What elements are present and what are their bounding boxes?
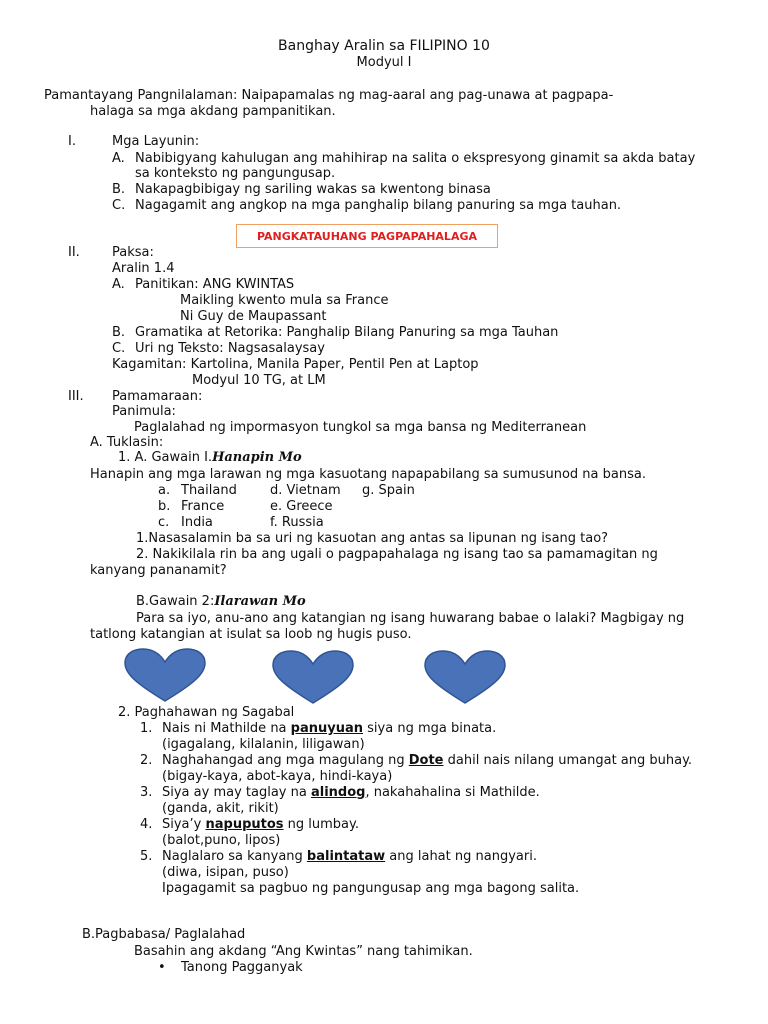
activity-1-instructions: Hanapin ang mga larawan ng mga kasuotang napapabilang sa sumusunod na bansa. (90, 467, 646, 482)
list-marker: A. (112, 151, 125, 166)
bullet-icon: • (158, 960, 166, 975)
reading-bullet: Tanong Pagganyak (181, 960, 303, 975)
standard-line-2: halaga sa mga akdang pampanitikan. (90, 104, 336, 119)
list-marker: A. (112, 277, 125, 292)
country-item: f. Russia (270, 515, 324, 530)
list-marker: C. (112, 341, 126, 356)
subsection-a: A. Tuklasin: (90, 435, 164, 450)
objective-a-cont: sa konteksto ng pangungusap. (135, 166, 336, 181)
list-marker: c. (158, 515, 170, 530)
topic-b: Gramatika at Retorika: Panghalip Bilang Panuring sa mga Tauhan (135, 325, 559, 340)
lesson-label: Aralin 1.4 (112, 261, 175, 276)
activity-1-title: Hanapin Mo (212, 450, 302, 465)
reading-title: B.Pagbabasa/ Paglalahad (82, 927, 246, 942)
country-item: India (181, 515, 213, 530)
activity-2-prefix: B.Gawain 2: (136, 594, 215, 609)
vocab-item: Siya ay may taglay na alindog, nakahahalina si Mathilde. (162, 785, 540, 800)
vocab-choices: (igagalang, kilalanin, liligawan) (162, 737, 365, 752)
activity-2-line-1: Para sa iyo, anu-ano ang katangian ng isang huwarang babae o lalaki? Magbigay ng (136, 611, 685, 626)
vocab-word: alindog (310, 785, 366, 800)
topic-c: Uri ng Teksto: Nagsasalaysay (135, 341, 325, 356)
vocab-word: panuyuan (290, 721, 364, 736)
vocab-closing: Ipagagamit sa pagbuo ng pangungusap ang mga bagong salita. (162, 881, 580, 896)
question-1: 1.Nasasalamin ba sa uri ng kasuotan ang antas sa lipunan ng isang tao? (136, 531, 609, 546)
intro-label: Panimula: (112, 404, 176, 419)
document-title: Banghay Aralin sa FILIPINO 10 (278, 38, 490, 54)
topic-a: Panitikan: ANG KWINTAS (135, 277, 295, 292)
objective-a: Nabibigyang kahulugan ang mahihirap na salita o ekspresyong ginamit sa akda batay (135, 151, 696, 166)
country-item: e. Greece (270, 499, 333, 514)
materials: Kagamitan: Kartolina, Manila Paper, Pentil Pen at Laptop (112, 357, 479, 372)
section-title: Paksa: (112, 245, 154, 260)
vocab-item: Nais ni Mathilde na panuyuan siya ng mga binata. (162, 721, 497, 736)
list-marker: 2. (140, 753, 153, 768)
value-box-label: PANGKATAUHANG PAGPAPAHALAGA (256, 229, 478, 243)
activity-2-title: Ilarawan Mo (214, 594, 306, 609)
vocab-word: napuputos (205, 817, 284, 832)
vocab-word: Dote (408, 753, 444, 768)
section-title: Mga Layunin: (112, 134, 200, 149)
topic-a-sub: Maikling kwento mula sa France (180, 293, 389, 308)
vocab-item: Naglalaro sa kanyang balintataw ang lahat ng nangyari. (162, 849, 537, 864)
list-marker: C. (112, 198, 126, 213)
list-marker: B. (112, 182, 126, 197)
country-item: d. Vietnam (270, 483, 341, 498)
list-marker: b. (158, 499, 171, 514)
vocab-choices: (diwa, isipan, puso) (162, 865, 289, 880)
vocab-choices: (ganda, akit, rikit) (162, 801, 279, 816)
question-2-cont: kanyang pananamit? (90, 563, 227, 578)
heart-shape-3 (423, 650, 507, 706)
section-number: II. (68, 245, 80, 260)
standard-line-1: Pamantayang Pangnilalaman: Naipapamalas ng mag-aaral ang pag-unawa at pagpapa- (44, 88, 614, 103)
materials-cont: Modyul 10 TG, at LM (192, 373, 326, 388)
vocab-choices: (balot,puno, lipos) (162, 833, 281, 848)
module-label: Modyul I (356, 55, 412, 70)
vocab-item: Naghahangad ang mga magulang ng Dote dahil nais nilang umangat ang buhay. (162, 753, 693, 768)
intro-text: Paglalahad ng impormasyon tungkol sa mga bansa ng Mediterranean (134, 420, 587, 435)
list-marker: 3. (140, 785, 153, 800)
country-item: g. Spain (362, 483, 415, 498)
list-marker: 5. (140, 849, 153, 864)
activity-1-prefix: 1. A. Gawain I. (118, 450, 213, 465)
topic-a-author: Ni Guy de Maupassant (180, 309, 327, 324)
activity-2-line-2: tatlong katangian at isulat sa loob ng hugis puso. (90, 627, 412, 642)
section-title: Pamamaraan: (112, 389, 203, 404)
section-number: I. (68, 134, 76, 149)
objective-b: Nakapagbibigay ng sariling wakas sa kwentong binasa (135, 182, 491, 197)
list-marker: a. (158, 483, 171, 498)
vocab-choices: (bigay-kaya, abot-kaya, hindi-kaya) (162, 769, 393, 784)
country-item: Thailand (181, 483, 237, 498)
objective-c: Nagagamit ang angkop na mga panghalip bilang panuring sa mga tauhan. (135, 198, 622, 213)
question-2: 2. Nakikilala rin ba ang ugali o pagpapahalaga ng isang tao sa pamamagitan ng (136, 547, 658, 562)
vocab-word: balintataw (306, 849, 386, 864)
heart-shape-2 (271, 650, 355, 706)
activity-2 (136, 594, 306, 610)
list-marker: 4. (140, 817, 153, 832)
list-marker: B. (112, 325, 126, 340)
heart-shape-1 (123, 648, 207, 704)
vocab-item: Siya’y napuputos ng lumbay. (162, 817, 359, 832)
section-number: III. (68, 389, 84, 404)
country-item: France (181, 499, 225, 514)
reading-text: Basahin ang akdang “Ang Kwintas” nang tahimikan. (134, 944, 473, 959)
vocab-title: 2. Paghahawan ng Sagabal (118, 705, 295, 720)
activity-1 (118, 450, 302, 466)
value-box (236, 224, 498, 248)
list-marker: 1. (140, 721, 153, 736)
